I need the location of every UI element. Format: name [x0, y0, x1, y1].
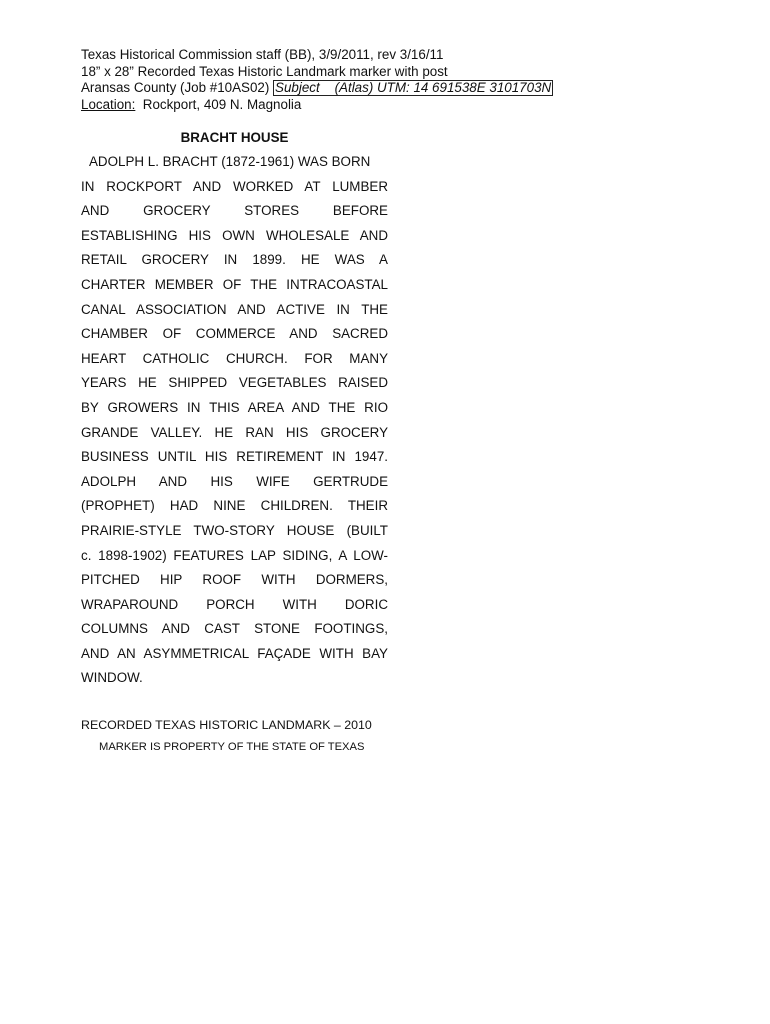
marker-line: GRANDE VALLEY. HE RAN HIS GROCERY — [81, 424, 388, 440]
marker-line: c. 1898-1902) FEATURES LAP SIDING, A LOW- — [81, 547, 388, 563]
marker-line: YEARS HE SHIPPED VEGETABLES RAISED — [81, 375, 388, 391]
marker-line: IN ROCKPORT AND WORKED AT LUMBER — [81, 178, 388, 194]
landmark-designation: RECORDED TEXAS HISTORIC LANDMARK – 2010 — [81, 718, 372, 732]
header-marker-size-line: 18” x 28” Recorded Texas Historic Landmark marker with post — [81, 63, 448, 79]
marker-line: ADOLPH AND HIS WIFE GERTRUDE — [81, 473, 388, 489]
document-header — [81, 47, 741, 113]
marker-line: CHAMBER OF COMMERCE AND SACRED — [81, 326, 388, 342]
marker-line: CANAL ASSOCIATION AND ACTIVE IN THE — [81, 301, 388, 317]
marker-title: BRACHT HOUSE — [180, 130, 289, 145]
marker-line: PRAIRIE-STYLE TWO-STORY HOUSE (BUILT — [81, 522, 388, 538]
marker-line: COLUMNS AND CAST STONE FOOTINGS, — [81, 621, 388, 637]
marker-line: RETAIL GROCERY IN 1899. HE WAS A — [81, 252, 388, 268]
marker-line: HEART CATHOLIC CHURCH. FOR MANY — [81, 350, 388, 366]
marker-line: WRAPAROUND PORCH WITH DORIC — [81, 596, 388, 612]
header-staff-line: Texas Historical Commission staff (BB), 3/9/2011, rev 3/16/11 — [81, 47, 444, 62]
header-location-line — [81, 97, 741, 114]
marker-line: BY GROWERS IN THIS AREA AND THE RIO — [81, 399, 388, 415]
property-notice: MARKER IS PROPERTY OF THE STATE OF TEXAS — [99, 741, 365, 753]
marker-line: PITCHED HIP ROOF WITH DORMERS, — [81, 572, 388, 588]
marker-line: AND GROCERY STORES BEFORE — [81, 203, 388, 219]
subject-utm-box: Subject (Atlas) UTM: 14 691538E 3101703N — [275, 80, 552, 95]
marker-line: ESTABLISHING HIS OWN WHOLESALE AND — [81, 227, 388, 243]
marker-line: BUSINESS UNTIL HIS RETIREMENT IN 1947. — [81, 449, 388, 465]
marker-line: WINDOW. — [81, 670, 143, 686]
marker-line: (PROPHET) HAD NINE CHILDREN. THEIR — [81, 498, 388, 514]
header-county-text: Aransas County (Job #10AS02) — [81, 80, 274, 95]
location-value: Rockport, 409 N. Magnolia — [135, 96, 302, 112]
marker-line: AND AN ASYMMETRICAL FAÇADE WITH BAY — [81, 645, 388, 661]
marker-body-text — [81, 150, 388, 691]
header-county-line — [81, 80, 741, 97]
marker-line: CHARTER MEMBER OF THE INTRACOASTAL — [81, 276, 388, 292]
location-label: Location: — [81, 96, 136, 112]
marker-line: ADOLPH L. BRACHT (1872-1961) WAS BORN — [89, 154, 371, 169]
